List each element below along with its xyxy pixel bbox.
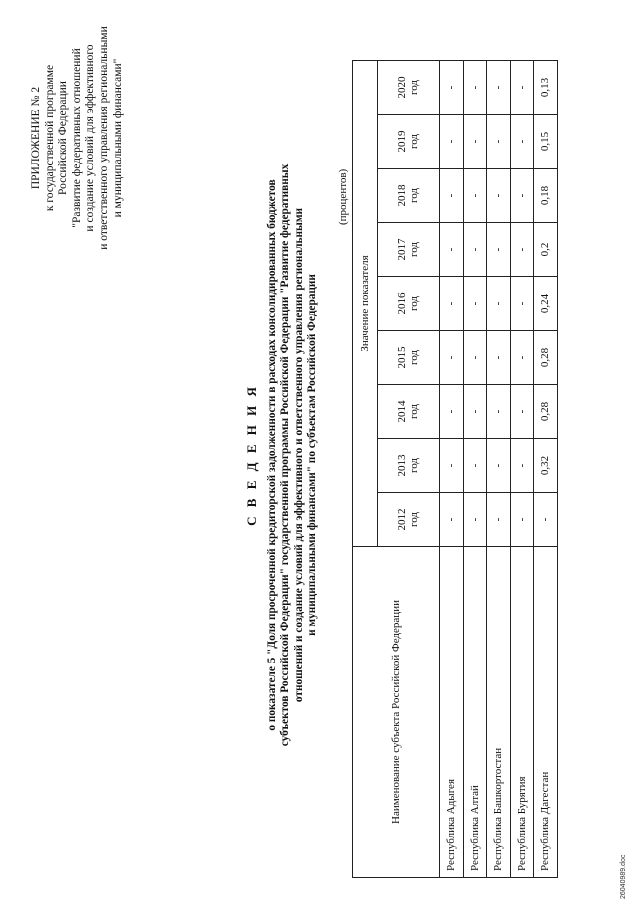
value-cell: 0,15	[534, 115, 558, 169]
year-word: год	[408, 187, 421, 204]
value-cell: -	[510, 277, 534, 331]
year-word: год	[408, 511, 421, 528]
file-reference: 26040989.doc	[620, 854, 627, 899]
appendix-line: и муниципальными финансами"	[111, 58, 124, 218]
value-cell: -	[440, 277, 464, 331]
table-row	[463, 61, 487, 878]
value-cell: -	[487, 277, 511, 331]
year-header	[377, 331, 439, 385]
appendix-block	[30, 13, 125, 263]
value-cell: -	[534, 493, 558, 547]
value-cell: -	[440, 493, 464, 547]
indicator-table	[352, 60, 558, 878]
value-cell: -	[487, 223, 511, 277]
appendix-title: ПРИЛОЖЕНИЕ № 2	[30, 86, 42, 190]
year-word: год	[408, 79, 421, 96]
value-cell: -	[440, 331, 464, 385]
year-number: 2018	[396, 184, 409, 207]
year-word: год	[408, 457, 421, 474]
value-cell: -	[510, 439, 534, 493]
unit-label: (процентов)	[337, 168, 349, 225]
year-header	[377, 223, 439, 277]
year-header	[377, 277, 439, 331]
year-number: 2014	[396, 400, 409, 423]
year-word: год	[408, 241, 421, 258]
value-cell: 0,2	[534, 223, 558, 277]
year-number: 2012	[396, 508, 409, 531]
year-number: 2013	[396, 454, 409, 477]
value-cell: -	[463, 169, 487, 223]
region-name: Республика Алтай	[463, 547, 487, 878]
value-cell: -	[463, 385, 487, 439]
region-name: Республика Адыгея	[440, 547, 464, 878]
value-cell: -	[463, 439, 487, 493]
year-number: 2015	[396, 346, 409, 369]
year-number: 2016	[396, 292, 409, 315]
value-cell: -	[510, 385, 534, 439]
value-cell: -	[510, 331, 534, 385]
value-cell: -	[463, 493, 487, 547]
value-cell: -	[463, 277, 487, 331]
region-name: Республика Бурятия	[510, 547, 534, 878]
value-cell: -	[440, 385, 464, 439]
heading-title: С В Е Д Е Н И Я	[244, 384, 259, 526]
document-heading	[244, 105, 320, 805]
value-cell: 0,24	[534, 277, 558, 331]
heading-line: о показателе 5 "Доля просроченной кредиторской задолженности в расходах консолидированных бюджетов	[266, 179, 278, 731]
value-cell: -	[463, 115, 487, 169]
year-number: 2017	[396, 238, 409, 261]
value-group-header: Значение показателя	[353, 61, 378, 547]
year-header	[377, 385, 439, 439]
value-cell: -	[463, 223, 487, 277]
value-cell: -	[487, 169, 511, 223]
year-word: год	[408, 133, 421, 150]
year-header	[377, 61, 439, 115]
value-cell: -	[510, 169, 534, 223]
value-cell: -	[487, 61, 511, 115]
year-number: 2019	[396, 130, 409, 153]
year-header	[377, 115, 439, 169]
year-header	[377, 493, 439, 547]
value-cell: -	[440, 115, 464, 169]
heading-line: субъектов Российской Федерации" государственной программы Российской Федерации "Развитие федеративных	[279, 163, 292, 747]
value-cell: 0,28	[534, 331, 558, 385]
value-cell: -	[510, 223, 534, 277]
value-cell: -	[510, 61, 534, 115]
value-cell: -	[463, 61, 487, 115]
year-word: год	[408, 403, 421, 420]
value-cell: 0,18	[534, 169, 558, 223]
value-cell: 0,13	[534, 61, 558, 115]
table-row	[534, 61, 558, 878]
value-cell: -	[510, 115, 534, 169]
heading-line: отношений и создание условий для эффективного и ответственного управления региональными	[292, 207, 305, 703]
value-cell: -	[487, 331, 511, 385]
table-header-row	[353, 61, 378, 878]
appendix-line: "Развитие федеративных отношений	[70, 48, 83, 228]
table-row	[440, 61, 464, 878]
appendix-line: и ответственного управления региональными	[97, 26, 110, 250]
appendix-line: к государственной программе	[43, 64, 56, 212]
value-cell: -	[463, 331, 487, 385]
table-row	[510, 61, 534, 878]
value-cell: -	[440, 439, 464, 493]
year-header	[377, 169, 439, 223]
year-word: год	[408, 295, 421, 312]
value-cell: -	[487, 385, 511, 439]
region-name: Республика Башкортостан	[487, 547, 511, 878]
heading-line: и муниципальными финансами" по субъектам Российской Федерации	[306, 274, 319, 636]
appendix-line: Российской Федерации	[57, 81, 70, 195]
appendix-line: и создание условий для эффективного	[84, 44, 97, 232]
value-cell: -	[487, 493, 511, 547]
value-cell: -	[440, 223, 464, 277]
table-body	[440, 61, 558, 878]
region-name: Республика Дагестан	[534, 547, 558, 878]
value-cell: -	[440, 169, 464, 223]
year-number: 2020	[396, 76, 409, 99]
year-header	[377, 439, 439, 493]
value-cell: 0,28	[534, 385, 558, 439]
value-cell: -	[487, 115, 511, 169]
name-column-header: Наименование субъекта Российской Федерации	[353, 547, 440, 878]
value-cell: -	[510, 493, 534, 547]
table-row	[487, 61, 511, 878]
value-cell: 0,32	[534, 439, 558, 493]
value-cell: -	[440, 61, 464, 115]
value-cell: -	[487, 439, 511, 493]
year-word: год	[408, 349, 421, 366]
